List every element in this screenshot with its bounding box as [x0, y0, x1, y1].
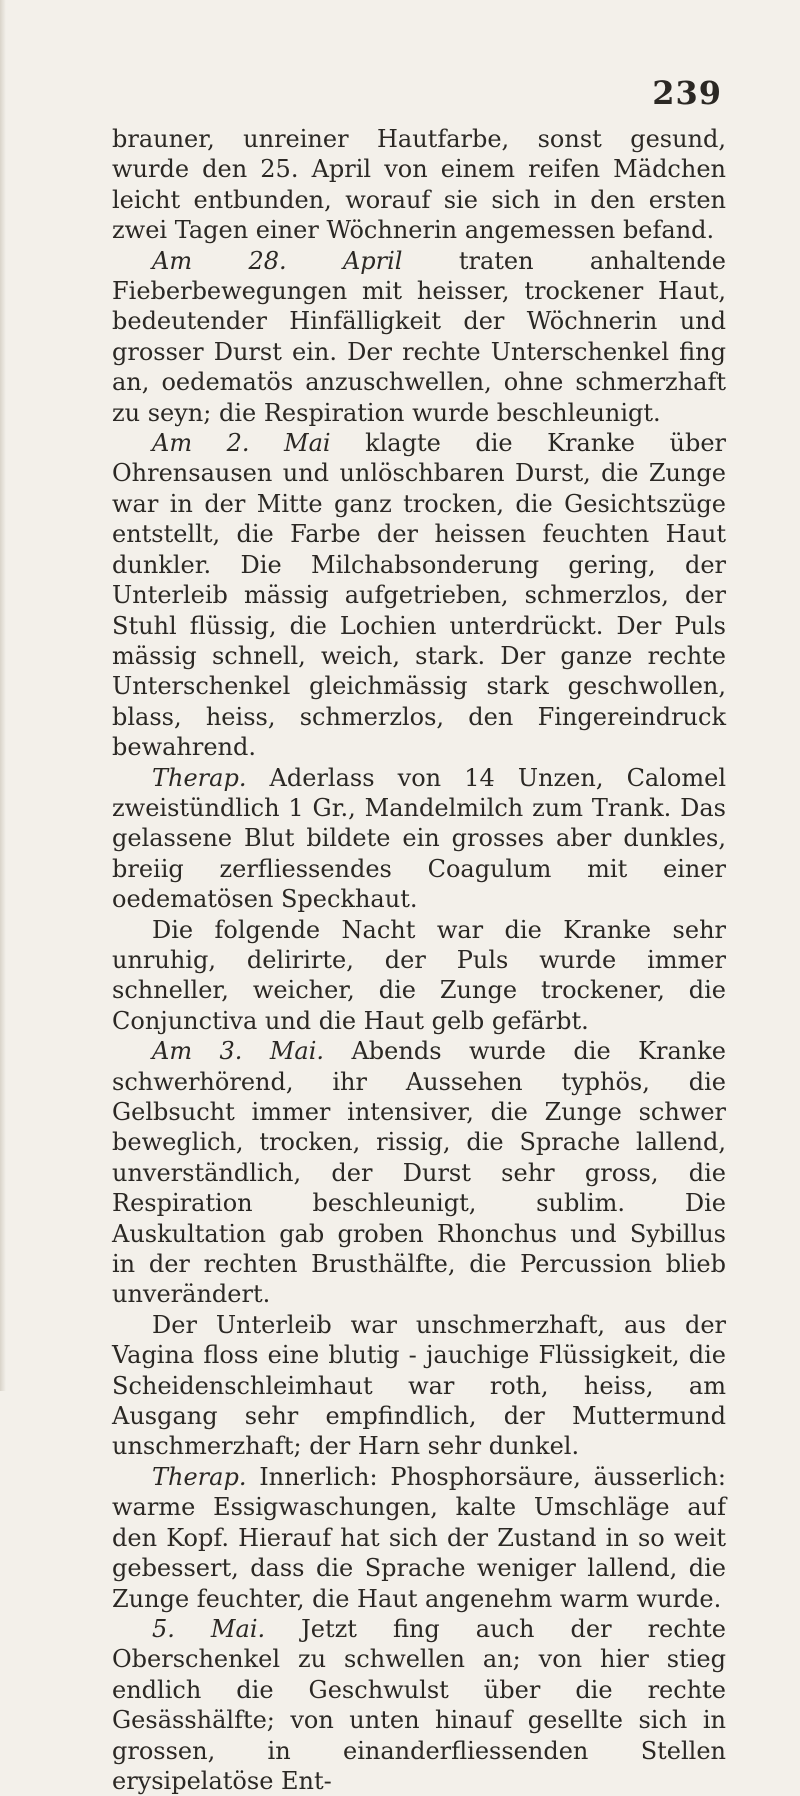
page-number: 239 — [652, 74, 722, 112]
paragraph-text: traten anhaltende Fieberbewegungen mit heisser, trockener Haut, bedeutender Hinfälligkeit der Wöchnerin und grosser Durst ein. Der rechte Unterschenkel fing an, oedematös anzuschwellen, ohne schmerzhaft zu seyn; die Respiration wurde beschleunigt. — [112, 246, 726, 427]
paragraph-lead: Am 2. Mai — [152, 429, 331, 458]
paragraph-text: brauner, unreiner Hautfarbe, sonst gesund, wurde den 25. April von einem reifen Mädchen leicht entbunden, worauf sie sich in den ersten zwei Tagen einer Wöchnerin angemessen befand. — [112, 125, 726, 245]
paragraph-1 — [112, 124, 726, 246]
paragraph-lead: 5. Mai. — [152, 1614, 266, 1643]
paragraph-4 — [112, 763, 726, 915]
paragraph-text: Die folgende Nacht war die Kranke sehr unruhig, delirirte, der Puls wurde immer schneller, weicher, die Zunge trockener, die Conjunctiva und die Haut gelb gefärbt. — [112, 915, 726, 1035]
paragraph-text: Der Unterleib war unschmerzhaft, aus der Vagina floss eine blutig - jauchige Flüssigkeit, die Scheidenschleimhaut war roth, heiss, am Ausgang sehr empfindlich, der Muttermund unschmerzhaft; der Harn sehr dunkel. — [112, 1310, 726, 1461]
paragraph-text: Aderlass von 14 Unzen, Calomel zweistündlich 1 Gr., Mandelmilch zum Trank. Das gelassene Blut bildete ein grosses aber dunkles, breiig zerfliessendes Coagulum mit einer oedematösen Speckhaut. — [112, 763, 726, 914]
paragraph-text: Abends wurde die Kranke schwerhörend, ihr Aussehen typhös, die Gelbsucht immer intensiver, die Zunge schwer beweglich, trocken, rissig, die Sprache lallend, unverständlich, der Durst sehr gross, die Respiration beschleunigt, sublim. Die Auskultation gab groben Rhonchus und Sybillus in der rechten Brusthälfte, die Percussion blieb unverändert. — [112, 1037, 727, 1309]
paragraph-8 — [112, 1462, 726, 1614]
paragraph-7 — [112, 1310, 726, 1462]
paragraph-5 — [112, 915, 726, 1037]
paragraph-9 — [112, 1614, 726, 1796]
paragraph-6 — [112, 1036, 726, 1310]
paragraph-text: Jetzt fing auch der rechte Oberschenkel zu schwellen an; von hier stieg endlich die Geschwulst über die rechte Gesässhälfte; von unten hinauf gesellte sich in grossen, in einanderfliessenden Stellen erysipelatöse Ent- — [112, 1614, 726, 1795]
paragraph-text: klagte die Kranke über Ohrensausen und unlöschbaren Durst, die Zunge war in der Mitte ganz trocken, die Gesichtszüge entstellt, die Farbe der heissen feuchten Haut dunkler. Die Milchabsonderung gering, der Unterleib mässig aufgetrieben, schmerzlos, der Stuhl flüssig, die Lochien unterdrückt. Der Puls mässig schnell, weich, stark. Der ganze rechte Unterschenkel gleichmässig stark geschwollen, blass, heiss, schmerzlos, den Fingereindruck bewahrend. — [112, 429, 727, 762]
paragraph-2 — [112, 246, 726, 428]
paragraph-lead: Therap. — [152, 763, 247, 792]
paragraph-lead: Am 3. Mai. — [152, 1037, 325, 1066]
paragraph-lead: Therap. — [152, 1462, 247, 1491]
page-edge — [0, 0, 6, 1391]
paragraph-lead: Am 28. April — [152, 246, 403, 275]
paragraph-text: Innerlich: Phosphorsäure, äusserlich: warme Essigwaschungen, kalte Umschläge auf den Kopf. Hierauf hat sich der Zustand in so weit gebessert, dass die Sprache weniger lallend, die Zunge feuchter, die Haut angenehm warm wurde. — [112, 1462, 726, 1613]
text-body — [112, 124, 726, 1796]
paragraph-3 — [112, 428, 726, 762]
